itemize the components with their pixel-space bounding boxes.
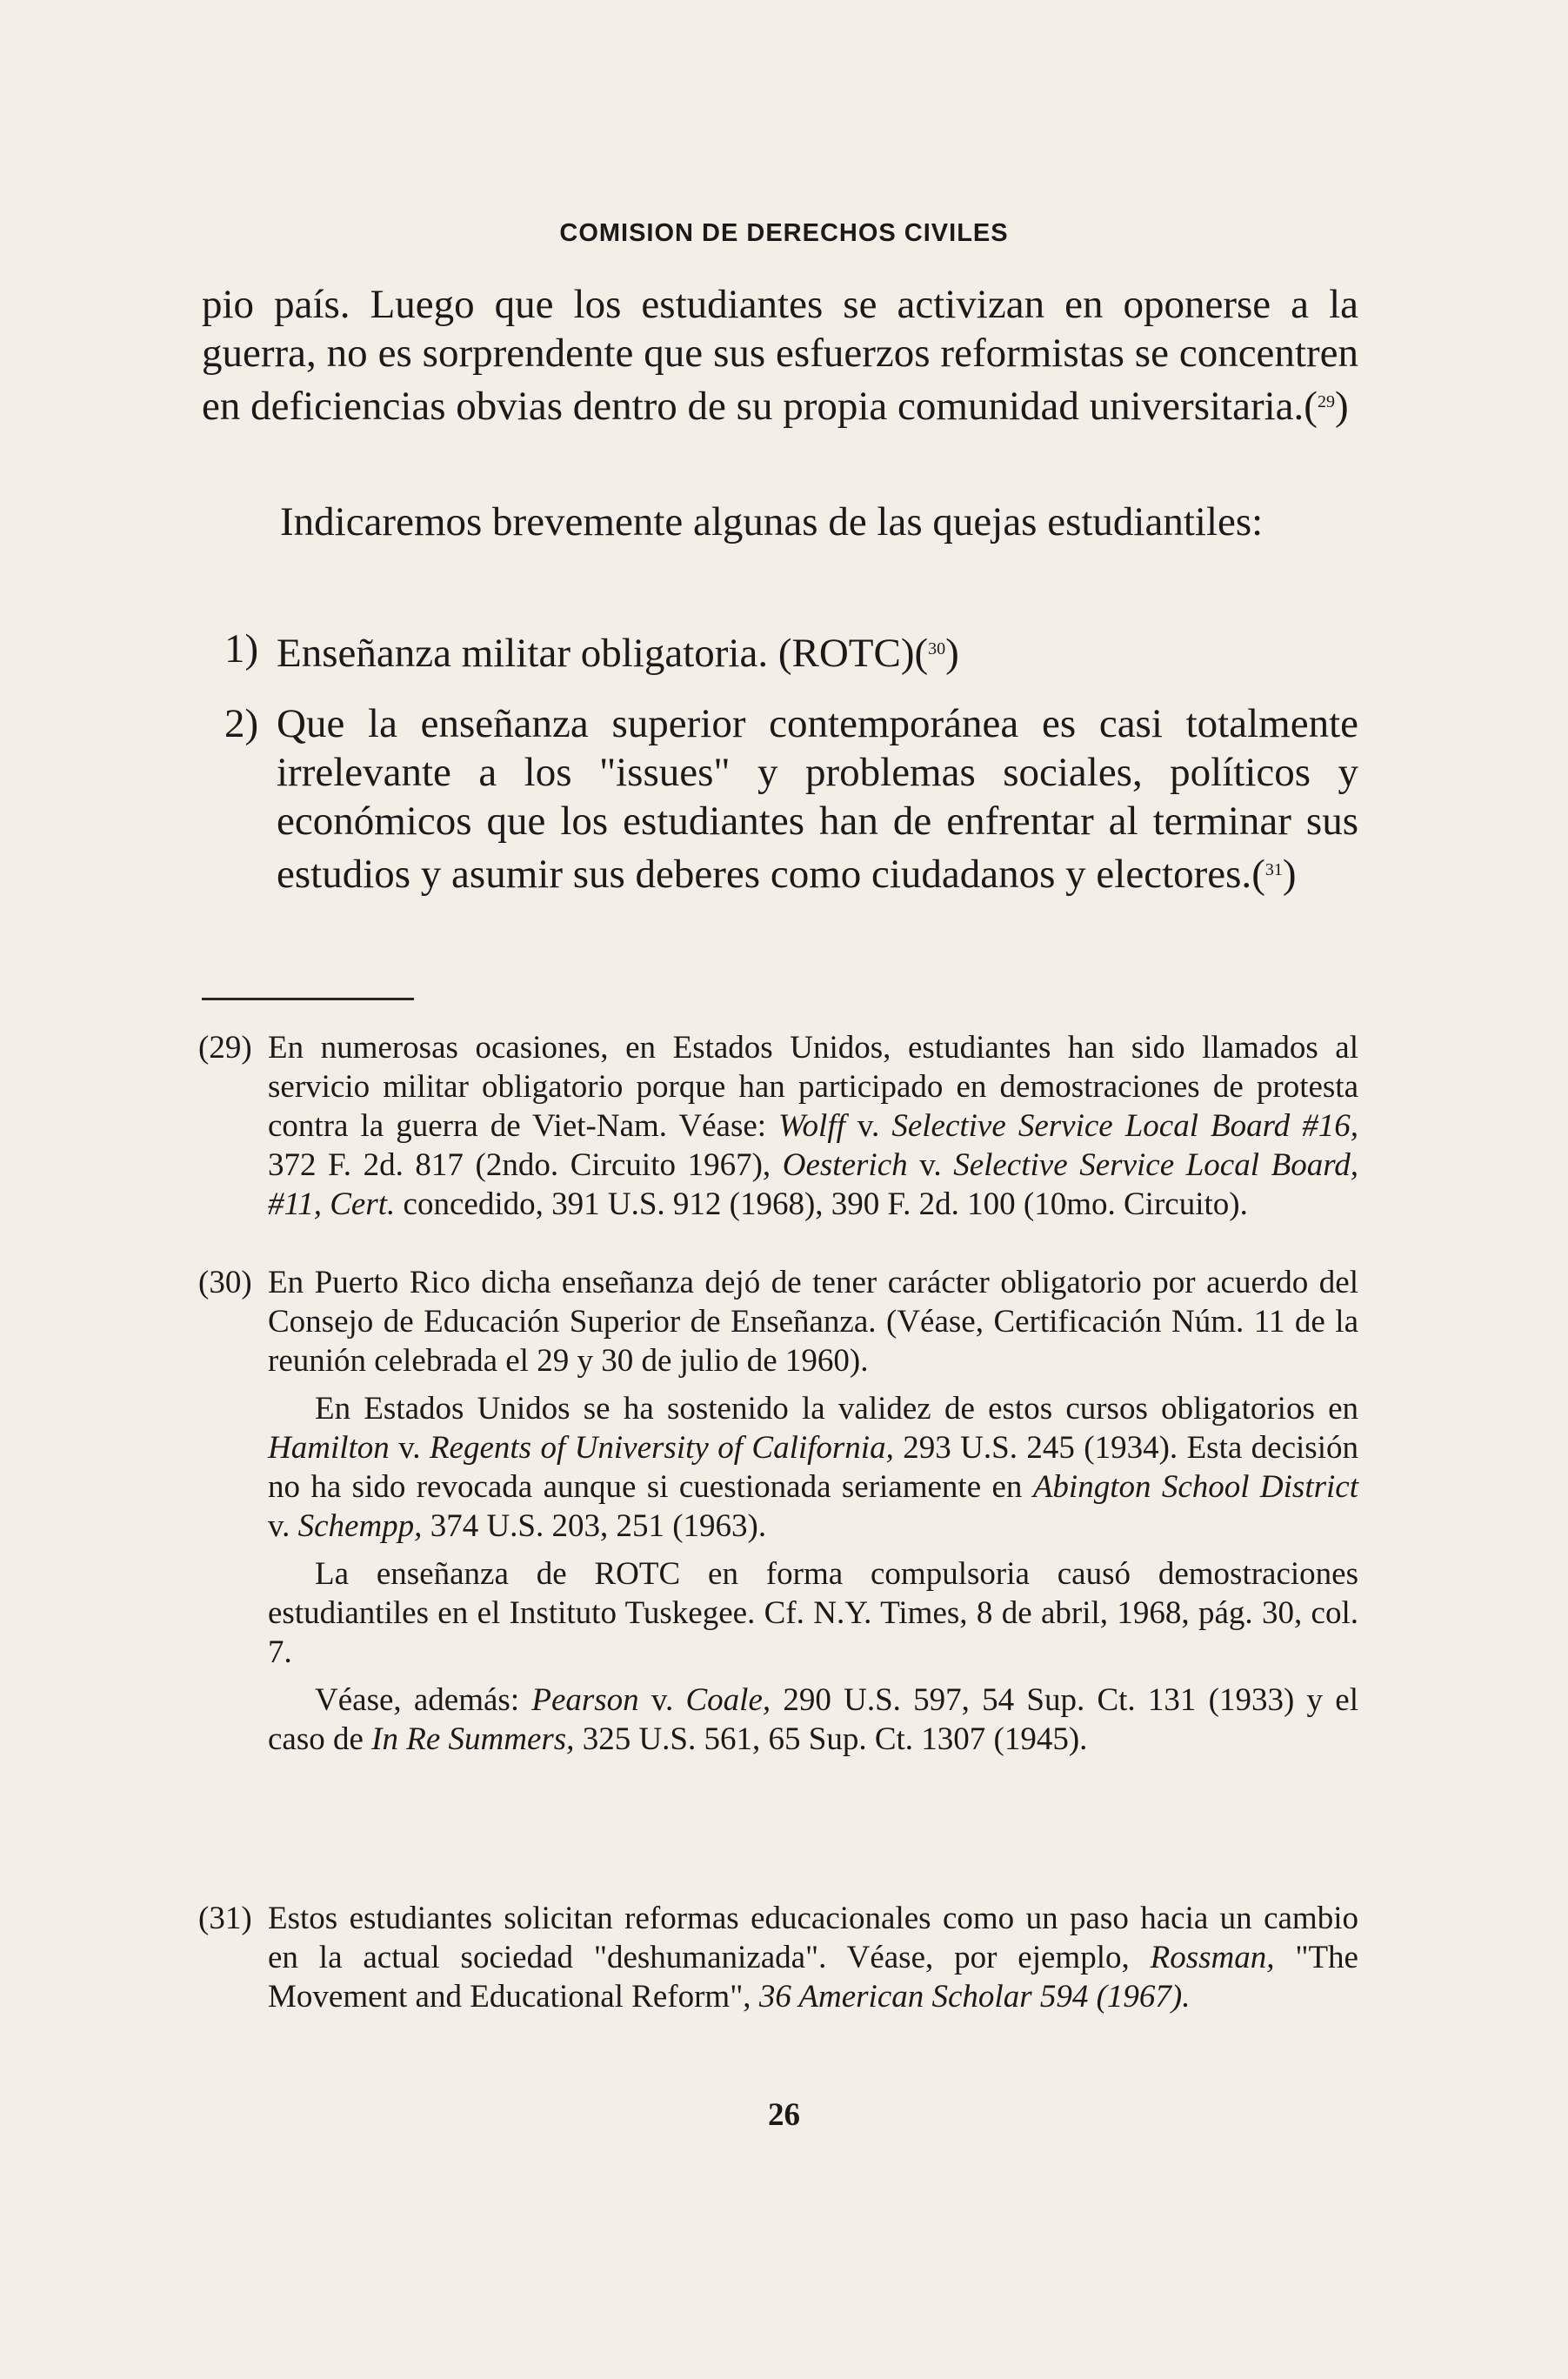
case-name: In Re Summers, [371, 1721, 575, 1757]
footnote-number: (31) [198, 1901, 252, 1936]
citation: 36 American Scholar 594 (1967). [758, 1979, 1191, 2015]
case-name: Schempp, [297, 1508, 423, 1544]
body-paragraph-2: Indicaremos brevemente algunas de las quejas estudiantiles: [280, 499, 1264, 545]
list-item-text: Que la enseñanza superior contemporánea es casi totalmente irrelevante a los "issues" y problemas sociales, políticos y económicos que los estudiantes han de enfrentar al terminar sus estudios y asumir sus deberes como ciudadanos y electores. [277, 701, 1358, 897]
case-name: Wolff [778, 1108, 845, 1144]
text-run: v. [844, 1108, 892, 1144]
footnote-text [268, 1028, 1358, 1224]
case-name: Selective Service Local Board #16, [891, 1108, 1358, 1144]
footnote-31 [198, 1899, 1358, 2016]
footnote-text: En Puerto Rico dicha enseñanza dejó de tener carácter obligatorio por acuerdo del Consejo de Educación Superior de Enseñanza. (Véase, Certificación Núm. 11 de la reunión celebrada el 29 y 30 de julio de 1960). [268, 1265, 1358, 1379]
list-item-text: Enseñanza militar obligatoria. (ROTC) [277, 631, 915, 676]
case-name: Hamilton [268, 1430, 390, 1466]
list-item-number: 2) [224, 701, 259, 746]
footnote-29 [198, 1028, 1358, 1224]
footnote-divider [202, 998, 414, 1000]
footnote-number: (29) [198, 1030, 252, 1066]
case-name: Pearson [531, 1682, 639, 1718]
case-name: Selective Service Local Board, #11, Cert. [268, 1147, 1358, 1222]
case-name: Regents of University of California, [429, 1430, 894, 1466]
text-run: Véase, además: [315, 1682, 532, 1718]
list-item-1: 1) Enseñanza militar obligatoria. (ROTC)($^{30}$) [224, 626, 959, 676]
footnote-ref-29: 29 [1317, 392, 1335, 411]
footnote-number: (30) [198, 1265, 252, 1300]
footnote-ref-30: 30 [928, 639, 946, 658]
text-run: 325 U.S. 561, 65 Sup. Ct. 1307 (1945). [574, 1721, 1088, 1757]
text-run: concedido, 391 U.S. 912 (1968), 390 F. 2d. 100 (10mo. Circuito). [395, 1186, 1248, 1222]
case-name: Abington School District [1032, 1469, 1358, 1505]
text-run: v. [907, 1147, 954, 1183]
footnote-text [268, 1389, 1358, 1546]
text-run: "The Movement and Educational Reform", [268, 1940, 1358, 2015]
footnote-text: La enseñanza de ROTC en forma compulsoria causó demostraciones estudiantiles en el Instituto Tuskegee. Cf. N.Y. Times, 8 de abril, 1968, pág. 30, col. 7. [268, 1556, 1358, 1670]
text-run: v. [389, 1430, 430, 1466]
running-header: COMISION DE DERECHOS CIVILES [559, 219, 1009, 247]
footnote-ref-31: 31 [1264, 860, 1283, 879]
page-number: 26 [768, 2097, 800, 2133]
footnote-text [268, 1681, 1358, 1759]
body-paragraph-1: pio país. Luego que los estudiantes se activizan en oponerse a la guerra, no es sorprendente que sus esfuerzos reformistas se concentren en deficiencias obvias dentro de su propia comunidad universitaria.($^{29}$) [202, 282, 1358, 429]
text-run: 293 U.S. 245 (1934). Esta decisión no ha sido revocada aunque si cuestionada seriamente en [268, 1430, 1358, 1505]
author-name: Rossman, [1150, 1940, 1275, 1975]
text-run: 374 U.S. 203, 251 (1963). [422, 1508, 767, 1544]
list-item-2: 2) Que la enseñanza superior contemporánea es casi totalmente irrelevante a los "issues" y problemas sociales, políticos y económicos que los estudiantes han de enfrentar al terminar sus estudios y asumir sus deberes como ciudadanos y electores.($^{31}$) [224, 701, 1358, 897]
list-item-number: 1) [224, 626, 259, 672]
case-name: Coale, [685, 1682, 771, 1718]
paragraph-text: pio país. Luego que los estudiantes se activizan en oponerse a la guerra, no es sorprendente que sus esfuerzos reformistas se concentren en deficiencias obvias dentro de su propia comunidad universitaria. [202, 282, 1358, 429]
text-run: 372 F. 2d. 817 (2ndo. Circuito 1967), [268, 1147, 783, 1183]
text-run: En numerosas ocasiones, en Estados Unidos, estudiantes han sido llamados al servicio militar obligatorio porque han participado en demostraciones de protesta contra la guerra de Viet-Nam. Véase: [268, 1030, 1358, 1144]
text-run: Estos estudiantes solicitan reformas educacionales como un paso hacia un cambio en la actual sociedad "deshumanizada". Véase, por ejemplo, [268, 1901, 1358, 1975]
text-run: 290 U.S. 597, 54 Sup. Ct. 131 (1933) y el caso de [268, 1682, 1358, 1757]
text-run: v. [268, 1508, 298, 1544]
text-run: v. [638, 1682, 686, 1718]
footnote-30 [198, 1263, 1358, 1759]
case-name: Oesterich [782, 1147, 908, 1183]
footnote-text [268, 1899, 1358, 2016]
text-run: En Estados Unidos se ha sostenido la validez de estos cursos obligatorios en [315, 1391, 1358, 1427]
